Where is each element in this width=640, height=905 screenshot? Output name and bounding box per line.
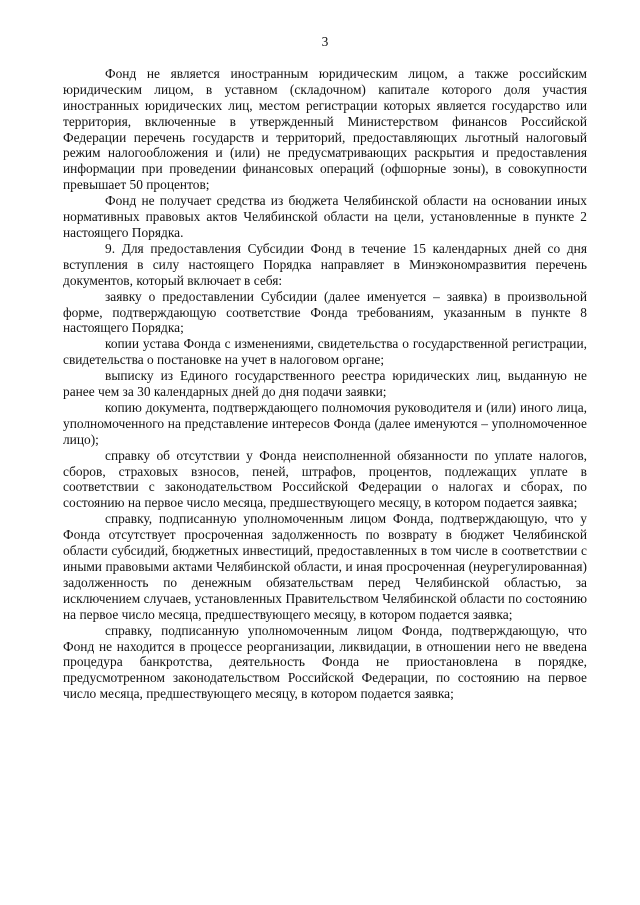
paragraph-tax-certificate: справку об отсутствии у Фонда неисполненной обязанности по уплате налогов, сборов, страховых взносов, пеней, штрафов, процентов, подлежащих уплате в соответствии с законодательством Российской Федерации о налогах и сборах, по состоянию на первое число месяца, предшествующего месяцу, в котором подается заявка; <box>63 447 587 511</box>
document-page <box>63 34 587 702</box>
paragraph-application: заявку о предоставлении Субсидии (далее именуется – заявка) в произвольной форме, подтверждающую соответствие Фонда требованиям, указанным в пункте 8 настоящего Порядка; <box>63 288 587 336</box>
paragraph-charter-copies: копии устава Фонда с изменениями, свидетельства о государственной регистрации, свидетельства о постановке на учет в налоговом органе; <box>63 336 587 368</box>
paragraph-registry-extract: выписку из Единого государственного реестра юридических лиц, выданную не ранее чем за 30 календарных дней до дня подачи заявки; <box>63 368 587 400</box>
paragraph-offshore-requirement: Фонд не является иностранным юридическим лицом, а также российским юридическим лицом, в уставном (складочном) капитале которого доля участия иностранных юридических лиц, местом регистрации которых является государство или территория, включенные в утвержденный Министерством финансов Российской Федерации перечень государств и территорий, предоставляющих льготный налоговый режим налогообложения и (или) не предусматривающих раскрытия и предоставления информации при проведении финансовых операций (офшорные зоны), в совокупности превышает 50 процентов; <box>63 65 587 193</box>
paragraph-authority-document: копию документа, подтверждающего полномочия руководителя и (или) иного лица, уполномоченного на представление интересов Фонда (далее именуются – уполномоченное лицо); <box>63 399 587 447</box>
paragraph-no-budget-funds: Фонд не получает средства из бюджета Челябинской области на основании иных нормативных правовых актов Челябинской области на цели, установленные в пункте 2 настоящего Порядка. <box>63 193 587 240</box>
paragraph-bankruptcy-certificate: справку, подписанную уполномоченным лицом Фонда, подтверждающую, что Фонд не находится в процессе реорганизации, ликвидации, в отношении него не введена процедура банкротства, деятельность Фонда не приостановлена в порядке, предусмотренном законодательством Российской Федерации, по состоянию на первое число месяца, предшествующего месяцу, в котором подается заявка; <box>63 622 587 702</box>
paragraph-debt-certificate: справку, подписанную уполномоченным лицом Фонда, подтверждающую, что у Фонда отсутствует просроченная задолженность по возврату в бюджет Челябинской области субсидий, бюджетных инвестиций, предоставленных в том числе в соответствии с иными правовыми актами Челябинской области, и иная просроченная (неурегулированная) задолженность по денежным обязательствам перед Челябинской областью, за исключением случаев, установленных Правительством Челябинской области по состоянию на первое число месяца, предшествующего месяцу, в котором подается заявка; <box>63 511 587 622</box>
page-number: 3 <box>321 34 329 49</box>
paragraph-item-9: 9. Для предоставления Субсидии Фонд в течение 15 календарных дней со дня вступления в силу настоящего Порядка направляет в Минэкономразвития перечень документов, который включает в себя: <box>63 240 587 288</box>
